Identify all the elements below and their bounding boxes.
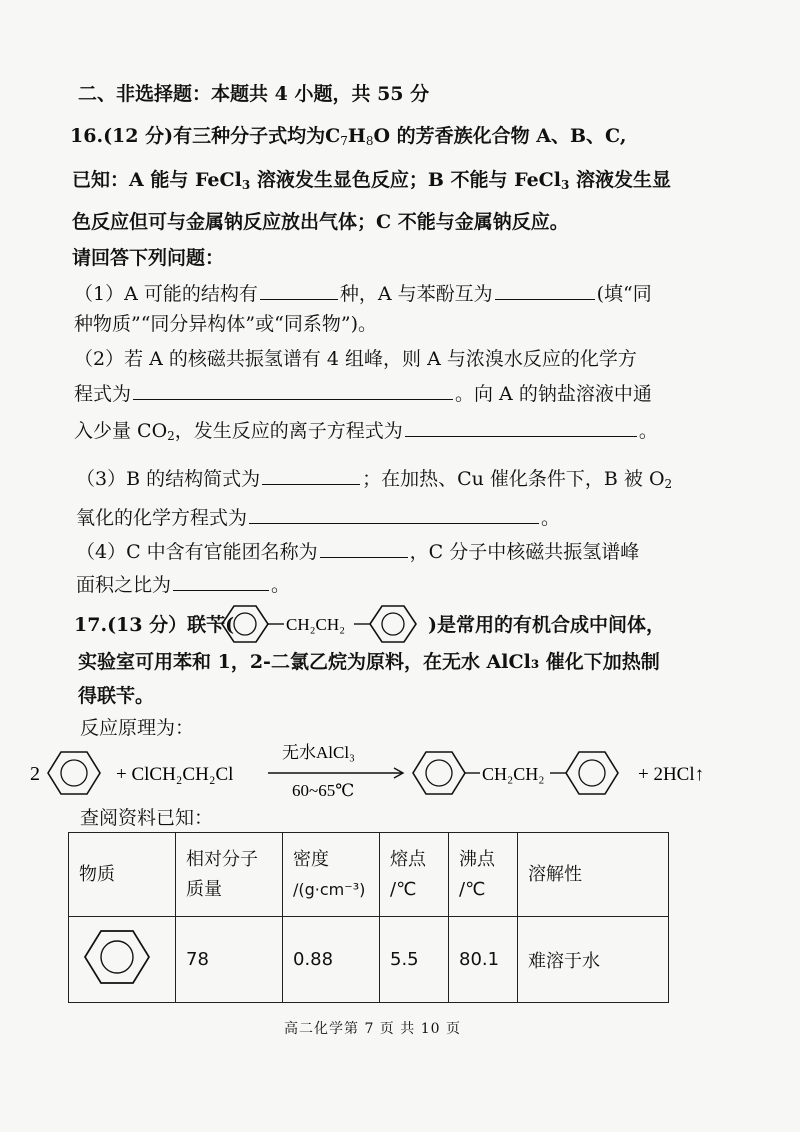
q16-header bbox=[70, 124, 626, 153]
q16-number: 16. bbox=[70, 125, 104, 147]
q16-head-a: (12 分)有三种分子式均为C bbox=[103, 125, 341, 147]
table-header-cell bbox=[518, 833, 669, 917]
benzene-ring-right bbox=[370, 606, 416, 642]
q17-principle: 反应原理为： bbox=[80, 717, 195, 739]
header-text: /℃ bbox=[459, 878, 486, 900]
q16-p2-sub: 2 bbox=[167, 429, 175, 443]
header-text: 质量 bbox=[186, 878, 222, 900]
table-header-cell bbox=[176, 833, 283, 917]
answer-blank[interactable] bbox=[320, 539, 408, 558]
q16-part1 bbox=[74, 281, 652, 306]
reaction-equation bbox=[30, 740, 770, 806]
q17-head-a: (13 分）联苄( bbox=[107, 614, 235, 636]
header-text: /(g·cm⁻³) bbox=[293, 879, 366, 899]
header-text: 熔点 bbox=[390, 848, 426, 870]
reactant-dichloroethane: + ClCH₂CH₂Cl bbox=[116, 764, 234, 785]
header-text: 沸点 bbox=[459, 848, 495, 870]
aromatic-circle bbox=[101, 941, 133, 973]
table-header-row bbox=[69, 833, 669, 917]
q16-part4-line2 bbox=[76, 572, 290, 597]
q16-head-c: O 的芳香族化合物 A、B、C, bbox=[373, 125, 627, 147]
table-header-cell bbox=[69, 833, 176, 917]
q16-p2-d: 入少量 CO bbox=[74, 420, 168, 442]
table-cell: 0.88 bbox=[283, 917, 380, 1003]
q16-known-a: 已知：A 能与 FeCl bbox=[72, 169, 242, 191]
catalyst-label: 无水AlCl₃ bbox=[282, 743, 355, 762]
benzene-ring bbox=[48, 752, 100, 794]
table-cell: 难溶于水 bbox=[518, 917, 669, 1003]
q16-part2-line3 bbox=[74, 418, 658, 448]
q16-part1-line2: 种物质”“同分异构体”或“同系物”)。 bbox=[74, 313, 377, 335]
q16-prompt: 请回答下列问题： bbox=[72, 247, 225, 269]
q16-p2-b: 程式为 bbox=[74, 383, 132, 405]
header-text: 溶解性 bbox=[528, 863, 582, 885]
q16-part3-line2 bbox=[76, 505, 560, 530]
benzene-structure bbox=[79, 921, 159, 993]
header-text: 密度 bbox=[293, 848, 329, 870]
q16-p1-c: (填“同 bbox=[596, 283, 652, 305]
coefficient: 2 bbox=[30, 763, 40, 785]
table-row bbox=[69, 917, 669, 1003]
q17-line3: 得联苄。 bbox=[78, 685, 155, 707]
aromatic-circle bbox=[382, 613, 404, 635]
table-cell: 5.5 bbox=[380, 917, 449, 1003]
q16-known-c: 溶液发生显 bbox=[569, 169, 671, 191]
q16-p4-a: （4）C 中含有官能团名称为 bbox=[76, 541, 318, 563]
answer-blank[interactable] bbox=[262, 466, 360, 485]
q16-p4-b: ，C 分子中核磁共振氢谱峰 bbox=[409, 541, 640, 563]
header-text: /℃ bbox=[390, 878, 417, 900]
answer-blank[interactable] bbox=[173, 572, 269, 591]
aromatic-circle bbox=[234, 613, 256, 635]
table-cell: 80.1 bbox=[449, 917, 518, 1003]
q16-head-b: H bbox=[347, 125, 366, 147]
q16-p1-b: 种，A 与苯酚互为 bbox=[339, 283, 493, 305]
benzene-ring-left bbox=[222, 606, 268, 642]
q16-known-sub1: 3 bbox=[241, 178, 251, 192]
product-bridge: CH₂CH₂ bbox=[482, 764, 545, 784]
q16-p2-c: 。向 A 的钠盐溶液中通 bbox=[455, 383, 652, 405]
benzene-ring bbox=[413, 752, 465, 794]
q16-p2-f: 。 bbox=[638, 420, 658, 442]
q16-p1-a: （1）A 可能的结构有 bbox=[74, 283, 258, 305]
answer-blank[interactable] bbox=[133, 381, 453, 400]
q17-head-b: )是常用的有机合成中间体， bbox=[428, 614, 665, 636]
q16-known-line2: 色反应但可与金属钠反应放出气体；C 不能与金属钠反应。 bbox=[72, 211, 569, 233]
header-text: 相对分子 bbox=[186, 848, 258, 870]
q16-head-sub2: 8 bbox=[365, 134, 374, 148]
benzene-ring bbox=[566, 752, 618, 794]
q16-known-sub2: 3 bbox=[561, 178, 570, 192]
table-header-cell bbox=[449, 833, 518, 917]
q17-line2: 实验室可用苯和 1，2-二氯乙烷为原料，在无水 AlCl₃ 催化下加热制 bbox=[78, 651, 660, 673]
q17-number-and-head bbox=[74, 613, 234, 637]
q16-p2-e: ，发生反应的离子方程式为 bbox=[174, 420, 403, 442]
header-text: 物质 bbox=[79, 863, 115, 885]
bridge-label: CH₂CH₂ bbox=[286, 615, 346, 634]
q16-p3-b: ；在加热、Cu 催化条件下，B 被 O bbox=[362, 468, 665, 490]
answer-blank[interactable] bbox=[405, 418, 637, 437]
property-table bbox=[68, 832, 669, 1003]
aromatic-circle bbox=[61, 760, 87, 786]
q16-part2-line2 bbox=[74, 381, 652, 406]
aromatic-circle bbox=[426, 760, 452, 786]
section-heading: 二、非选择题：本题共 4 小题，共 55 分 bbox=[78, 83, 430, 105]
q16-head-sub1: 7 bbox=[340, 134, 348, 148]
q16-known-b: 溶液发生显色反应；B 不能与 FeCl bbox=[250, 169, 562, 191]
table-cell-structure bbox=[69, 917, 176, 1003]
table-header-cell bbox=[380, 833, 449, 917]
q16-part2-line1: （2）若 A 的核磁共振氢谱有 4 组峰，则 A 与浓溴水反应的化学方 bbox=[74, 348, 637, 370]
q16-part3-line1 bbox=[76, 466, 672, 496]
answer-blank[interactable] bbox=[260, 281, 338, 300]
condition-label: 60~65℃ bbox=[292, 781, 355, 800]
page-footer: 高二化学第 7 页 共 10 页 bbox=[284, 1021, 461, 1037]
q17-reference: 查阅资料已知： bbox=[80, 807, 214, 829]
q17-number: 17. bbox=[74, 614, 108, 636]
q16-p3-d: 。 bbox=[541, 507, 561, 529]
q16-part4-line1 bbox=[76, 539, 639, 564]
table-header-cell bbox=[283, 833, 380, 917]
q16-p3-c: 氧化的化学方程式为 bbox=[76, 507, 248, 529]
benzene-ring bbox=[85, 931, 149, 983]
table-cell: 78 bbox=[176, 917, 283, 1003]
byproduct: + 2HCl↑ bbox=[638, 764, 705, 785]
q16-p4-c: 面积之比为 bbox=[76, 574, 172, 596]
q16-p3-a: （3）B 的结构简式为 bbox=[76, 468, 261, 490]
answer-blank[interactable] bbox=[249, 505, 539, 524]
q16-p3-sub: 2 bbox=[664, 477, 673, 491]
bibenzyl-structure-inline bbox=[212, 600, 434, 648]
aromatic-circle bbox=[579, 760, 605, 786]
answer-blank[interactable] bbox=[495, 281, 595, 300]
q16-known-line1 bbox=[72, 168, 671, 197]
q16-p4-d: 。 bbox=[271, 574, 291, 596]
